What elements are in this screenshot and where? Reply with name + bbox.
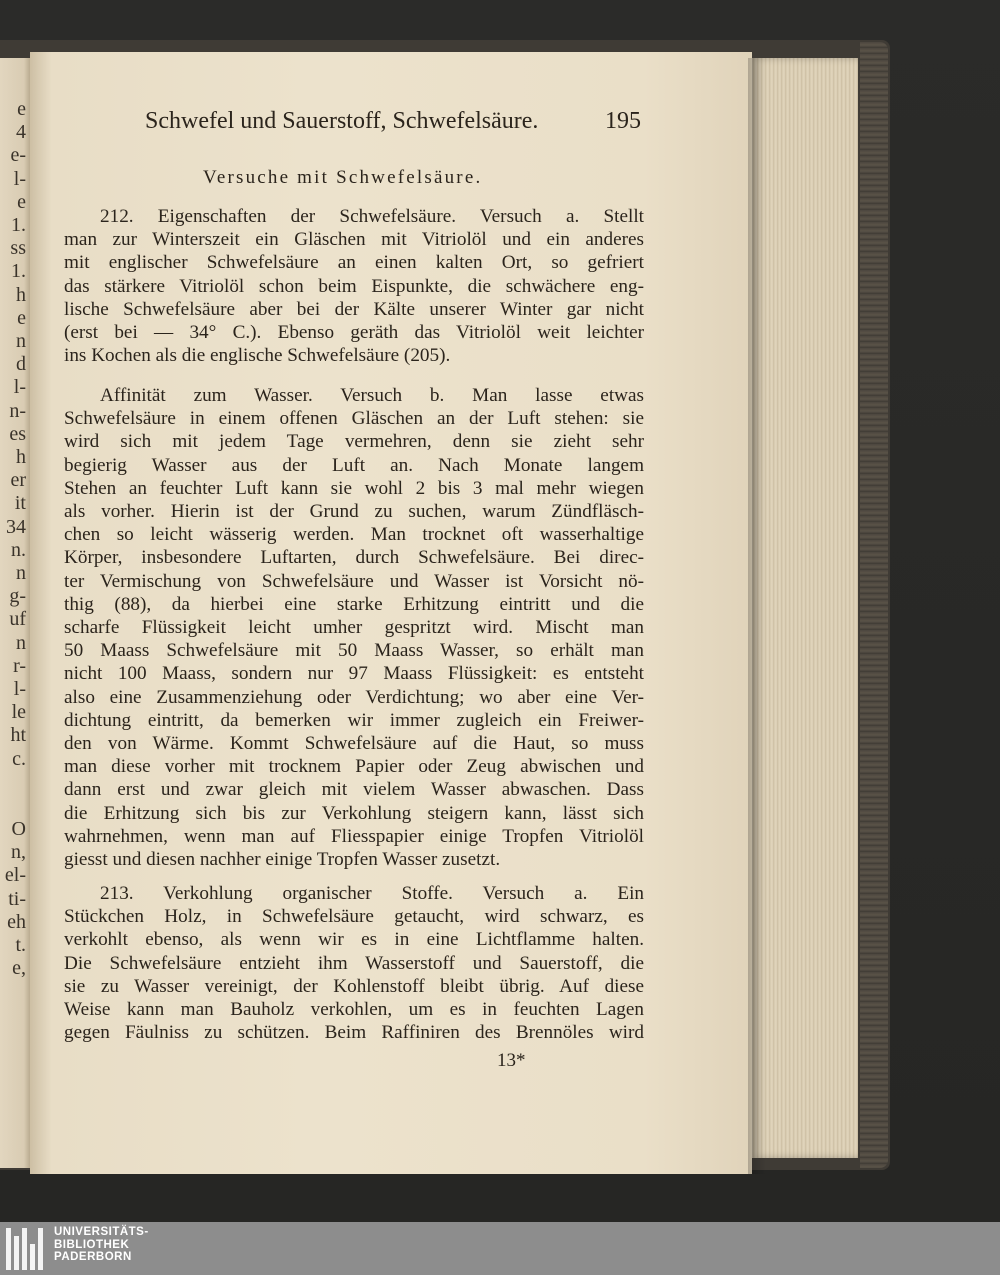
left-page-fragment: n- xyxy=(9,399,26,422)
left-page-fragment: uf xyxy=(9,608,26,631)
brand-line: PADERBORN xyxy=(54,1251,132,1264)
text-line: 212. Eigenschaften der Schwefelsäure. Versuch a. Stellt xyxy=(100,206,644,227)
page-number: 195 xyxy=(605,108,641,134)
text-line: man diese vorher mit trocknem Papier oder Zeug abwischen und xyxy=(64,756,644,778)
book-cover-edge xyxy=(860,42,888,1168)
text-line: sie zu Wasser vereinigt, der Kohlenstoff bleibt übrig. Auf diese xyxy=(64,975,644,997)
left-page-fragment: l- xyxy=(13,678,26,700)
text-line: Stückchen Holz, in Schwefelsäure getaucht, wird schwarz, es xyxy=(64,906,644,928)
left-page-fragment: 34 xyxy=(6,515,26,538)
left-page-fragment: 4 xyxy=(16,121,26,144)
text-line: die Erhitzung sich bis zur Verkohlung steigern kann, lässt sich xyxy=(64,802,644,824)
running-head: Schwefel und Sauerstoff, Schwefelsäure. xyxy=(145,108,539,134)
text-line: Schwefelsäure in einem offenen Gläschen an der Luft stehen: sie xyxy=(64,408,644,430)
text-line: chen so leicht wässerig werden. Man trocknet oft wasserhaltige xyxy=(64,524,644,546)
library-brand xyxy=(54,1226,149,1264)
text-line: man zur Winterszeit ein Gläschen mit Vitriolöl und ein anderes xyxy=(64,229,644,251)
left-page-fragment: d xyxy=(16,353,26,376)
text-line: dichtung eintritt, da bemerken wir immer zugleich ein Freiwer- xyxy=(64,709,644,731)
left-page-fragment: ti- xyxy=(8,887,26,910)
page-block-edges xyxy=(750,58,858,1158)
left-page-fragment: 1. xyxy=(11,214,26,236)
brand-line: UNIVERSITÄTS- xyxy=(54,1226,149,1238)
left-page-fragment: n xyxy=(16,330,26,352)
text-line: ter Vermischung von Schwefelsäure und Wasser ist Vorsicht nö- xyxy=(64,570,644,592)
text-line: mit englischer Schwefelsäure an einen kalten Ort, so gefriert xyxy=(64,252,644,274)
footer-bar xyxy=(0,1222,1000,1275)
text-line: Affinität zum Wasser. Versuch b. Man lasse etwas xyxy=(100,385,644,406)
text-line: 50 Maass Schwefelsäure mit 50 Maass Wasser, so erhält man xyxy=(64,640,644,662)
text-line: 213. Verkohlung organischer Stoffe. Versuch a. Ein xyxy=(100,883,644,904)
left-page-fragment: 1. xyxy=(11,260,26,283)
left-page-fragment: es xyxy=(9,422,26,445)
text-line: (erst bei — 34° C.). Ebenso geräth das Vitriolöl weit leichter xyxy=(64,322,644,343)
left-page-fragment: le xyxy=(11,701,26,724)
text-line: scharfe Flüssigkeit leicht umher gespritzt wird. Mischt man xyxy=(64,617,644,638)
text-line: Stehen an feuchter Luft kann sie wohl 2 bis 3 mal mehr wiegen xyxy=(64,477,644,499)
text-line: wird sich mit jedem Tage vermehren, denn sie zieht sehr xyxy=(64,431,644,453)
section-heading: Versuche mit Schwefelsäure. xyxy=(203,167,483,188)
text-line: begierig Wasser aus der Luft an. Nach Monate langem xyxy=(64,454,644,476)
text-line: nicht 100 Maass, sondern nur 97 Maass Flüssigkeit: es entsteht xyxy=(64,663,644,685)
catchword: 13* xyxy=(497,1050,526,1071)
left-page-fragment: g- xyxy=(9,585,26,608)
text-line: thig (88), da hierbei eine starke Erhitzung eintritt und die xyxy=(64,593,644,615)
gutter-shadow xyxy=(748,58,766,1174)
text-line: giesst und diesen nachher einige Tropfen Wasser zusetzt. xyxy=(64,849,501,870)
left-page-fragment: eh xyxy=(7,910,26,933)
left-page-fragment: l- xyxy=(13,376,26,399)
text-line: dann erst und zwar gleich mit vielem Wasser abwaschen. Dass xyxy=(64,779,644,801)
left-page-fragment: n xyxy=(16,631,26,654)
library-logo-icon xyxy=(6,1228,48,1270)
left-page-fragment: h xyxy=(16,446,26,468)
text-line: also eine Zusammenziehung oder Verdichtung; wo aber eine Ver- xyxy=(64,686,644,708)
text-line: den von Wärme. Kommt Schwefelsäure auf die Haut, so muss xyxy=(64,733,644,754)
left-page-fragment: O xyxy=(11,818,26,840)
text-line: Weise kann man Bauholz verkohlen, um es in feuchten Lagen xyxy=(64,999,644,1020)
left-page-fragment: e xyxy=(17,98,26,120)
text-line: Körper, insbesondere Luftarten, durch Schwefelsäure. Bei direc- xyxy=(64,547,644,569)
text-line: ins Kochen als die englische Schwefelsäure (205). xyxy=(64,345,451,367)
text-line: gegen Fäulniss zu schützen. Beim Raffiniren des Brennöles wird xyxy=(64,1022,644,1044)
brand-line: BIBLIOTHEK xyxy=(54,1238,130,1251)
left-page-fragment: ss xyxy=(10,237,26,260)
left-page-fragment: n, xyxy=(11,841,26,864)
left-page-fragment: n xyxy=(16,562,26,584)
previous-page-sliver xyxy=(0,58,30,1168)
text-line: lische Schwefelsäure aber bei der Kälte unserer Winter gar nicht xyxy=(64,298,644,320)
left-page-fragment: r- xyxy=(13,654,26,677)
text-line: das stärkere Vitriolöl schon beim Eispunkte, die schwächere eng- xyxy=(64,275,644,297)
left-page-fragment: h xyxy=(16,283,26,306)
text-line: verkohlt ebenso, als wenn wir es in eine Lichtflamme halten. xyxy=(64,929,644,951)
text-line: wahrnehmen, wenn man auf Fliesspapier einige Tropfen Vitriolöl xyxy=(64,825,644,847)
left-page-fragment: t. xyxy=(15,934,26,956)
left-page-fragment: el- xyxy=(4,864,26,887)
left-page-fragment: e, xyxy=(12,957,26,980)
left-page-fragment: e xyxy=(17,306,26,329)
left-page-fragment: c. xyxy=(12,747,26,770)
left-page-fragment: it xyxy=(14,492,26,515)
left-page-fragment: e xyxy=(17,190,26,213)
left-page-fragment: er xyxy=(10,469,26,492)
left-page-fragment: n. xyxy=(11,538,26,561)
left-page-fragment: l- xyxy=(13,167,26,190)
text-line: Die Schwefelsäure entzieht ihm Wasserstoff und Sauerstoff, die xyxy=(64,952,644,974)
text-line: als vorher. Hierin ist der Grund zu suchen, warum Zündfläsch- xyxy=(64,501,644,522)
left-page-fragment: ht xyxy=(10,724,26,747)
left-page-fragment: e- xyxy=(10,144,26,167)
